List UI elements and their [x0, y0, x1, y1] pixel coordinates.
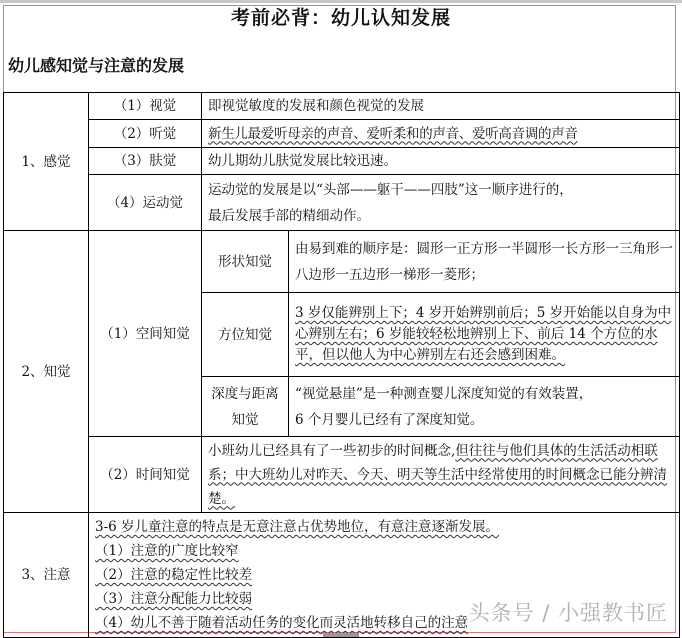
- document-title: 考前必背：幼儿认知发展: [230, 7, 451, 29]
- category-cell-sensation: 1、感觉: [4, 93, 89, 231]
- attention-line: （4）幼儿不善于随着活动任务的变化而灵活地转移自己的注意: [95, 615, 469, 631]
- content-line: “视觉悬崖”是一种测查婴儿深度知觉的有效装置，: [295, 385, 593, 402]
- category-cell-perception: 2、知觉: [4, 231, 89, 513]
- table-row: [4, 231, 680, 293]
- content-line: 最后发展手部的精细动作。: [208, 207, 370, 224]
- attention-line: 3-6 岁儿童注意的特点是无意注意占优势地位，有意注意逐渐发展。: [95, 519, 500, 535]
- table-row: [4, 437, 680, 513]
- subcategory-cell-space: （1）空间知觉: [89, 231, 202, 437]
- content-cell: [202, 120, 680, 148]
- item-cell: 形状知觉: [202, 231, 289, 293]
- category-cell-attention: 3、注意: [4, 513, 89, 638]
- table-row: [4, 175, 680, 231]
- table-row: [4, 120, 680, 148]
- item-cell: 深度与距离知觉: [202, 377, 289, 437]
- item-cell: （4）运动觉: [89, 175, 202, 231]
- plain-text: 小班幼儿已经具有了一些初步的时间概念,: [208, 442, 456, 459]
- attention-line: （3）注意分配能力比较弱: [95, 591, 253, 607]
- underlined-text: 新生儿最爱听母亲的声音、爱听柔和的声音、爱听高音调的声音: [208, 125, 578, 142]
- underlined-text: 3 岁仅能辨别上下；4 岁开始辨别前后；5 岁开始能以自身为中心辨别左右；6 岁能较轻松地辨别上下、前后 14 个方位的水平，但以他人为中心辨别左右还会感到困难。: [295, 305, 672, 363]
- watermark: 头条号 / 小强教书匠: [468, 601, 668, 625]
- content-cell: 即视觉敏度的发展和颜色视觉的发展: [202, 93, 680, 120]
- content-cell: [289, 377, 680, 437]
- subcategory-cell-time: （2）时间知觉: [89, 437, 202, 513]
- content-cell: [202, 437, 680, 513]
- scrollbar-thumb[interactable]: [323, 633, 359, 637]
- item-cell: （1）视觉: [89, 93, 202, 120]
- table-row: [4, 148, 680, 175]
- item-cell: 方位知觉: [202, 293, 289, 377]
- content-line: 6 个月婴儿已经有了深度知觉。: [295, 411, 484, 428]
- section-heading: 幼儿感知觉与注意的发展: [8, 56, 185, 75]
- item-cell: （3）肤觉: [89, 148, 202, 175]
- content-cell: [289, 293, 680, 377]
- attention-line: （1）注意的广度比较窄: [95, 543, 239, 559]
- table-row: [4, 93, 680, 120]
- content-cell: 幼儿期幼儿肤觉发展比较迅速。: [202, 148, 680, 175]
- content-cell: 由易到难的顺序是：圆形一正方形一半圆形一长方形一三角形一八边形一五边形一梯形一菱形；: [289, 231, 680, 293]
- content-line: 运动觉的发展是以“头部——躯干——四肢”这一顺序进行的，: [208, 181, 573, 198]
- knowledge-table: [3, 92, 680, 638]
- attention-line: （2）注意的稳定性比较差: [95, 567, 253, 583]
- item-cell: （2）听觉: [89, 120, 202, 148]
- underlined-text: 但往往与他们具体的生活活动相联系；中大班幼儿对昨天、今天、明天等生活中经常使用的时间概念已能分辨清楚。: [208, 442, 667, 507]
- content-cell: [202, 175, 680, 231]
